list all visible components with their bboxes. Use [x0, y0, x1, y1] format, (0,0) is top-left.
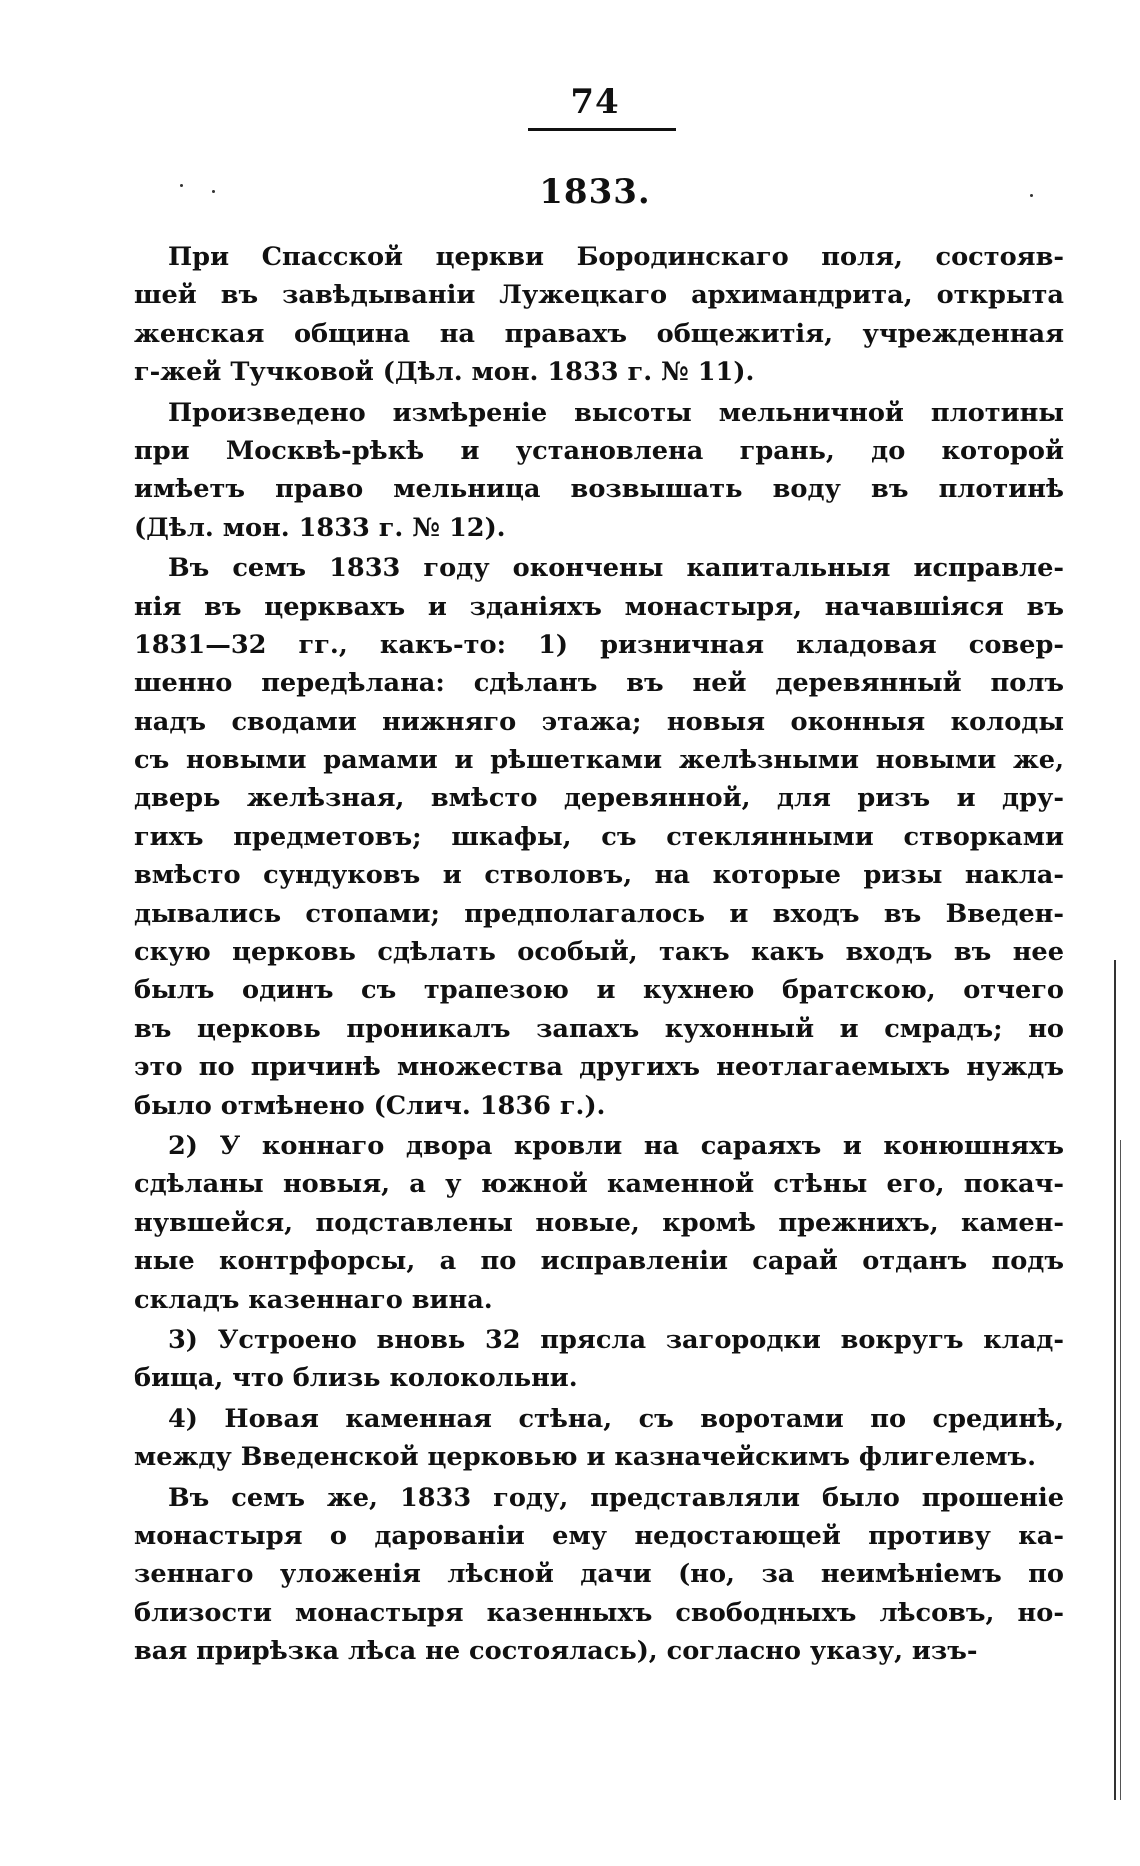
text-line: нія въ церквахъ и зданіяхъ монастыря, начавшіяся въ	[134, 591, 1064, 622]
margin-rule	[1120, 1140, 1121, 1800]
text-line: было отмѣнено (Слич. 1836 г.).	[134, 1090, 606, 1121]
page-number: 74	[570, 82, 620, 122]
text-line: ные контрфорсы, а по исправленіи сарай отданъ подъ	[134, 1246, 1064, 1277]
text-line: При Спасской церкви Бородинскаго поля, состояв-	[168, 242, 1064, 272]
text-line: зеннаго уложенія лѣсной дачи (но, за неимѣніемъ по	[134, 1559, 1064, 1590]
text-line: былъ одинъ съ трапезою и кухнею братскою, отчего	[134, 975, 1064, 1006]
text-line: вая прирѣзка лѣса не состоялась), согласно указу, изъ-	[134, 1636, 978, 1667]
text-line: (Дѣл. мон. 1833 г. № 12).	[134, 512, 506, 543]
text-line: нувшейся, подставлены новые, кромѣ прежнихъ, камен-	[134, 1207, 1064, 1238]
text-line: между Введенской церковью и казначейскимъ флигелемъ.	[134, 1442, 1037, 1473]
text-line: монастыря о дарованіи ему недостающей противу ка-	[134, 1520, 1064, 1551]
text-line: дверь желѣзная, вмѣсто деревянной, для ризъ и дру-	[134, 783, 1064, 814]
text-line: 2) У коннаго двора кровли на сараяхъ и конюшняхъ	[168, 1130, 1064, 1161]
text-line: сдѣланы новыя, а у южной каменной стѣны его, покач-	[134, 1169, 1064, 1200]
text-line: бища, что близь колокольни.	[134, 1363, 578, 1394]
print-speck	[212, 190, 215, 193]
text-line: надъ сводами нижняго этажа; новыя оконныя колоды	[134, 706, 1064, 737]
margin-rule	[1114, 960, 1116, 1800]
print-speck	[1030, 194, 1033, 197]
text-line: это по причинѣ множества другихъ неотлагаемыхъ нуждъ	[134, 1052, 1064, 1083]
text-line: скую церковь сдѣлать особый, такъ какъ входъ въ нее	[134, 937, 1064, 968]
paragraph	[134, 1479, 1064, 1671]
text-line: при Москвѣ-рѣкѣ и установлена грань, до которой	[134, 435, 1064, 466]
text-line: складъ казеннаго вина.	[134, 1284, 493, 1315]
year-heading: 1833.	[539, 172, 651, 212]
paragraph	[134, 1321, 1064, 1398]
page-number-rule	[528, 128, 676, 131]
text-line: Произведено измѣреніе высоты мельничной плотины	[168, 397, 1064, 428]
body-text	[134, 238, 1064, 1670]
text-line: шенно передѣлана: сдѣланъ въ ней деревянный полъ	[134, 668, 1064, 699]
text-line: Въ семъ же, 1833 году, представляли было прошеніе	[168, 1482, 1064, 1513]
text-line: вмѣсто сундуковъ и стволовъ, на которые ризы накла-	[134, 860, 1064, 891]
text-line: женская община на правахъ общежитія, учрежденная	[134, 318, 1064, 349]
print-speck	[180, 184, 183, 187]
text-line: 1831—32 гг., какъ-то: 1) ризничная кладовая совер-	[134, 629, 1064, 660]
text-line: 3) Устроено вновь 32 прясла загородки вокругъ клад-	[168, 1324, 1064, 1355]
paragraph	[134, 1400, 1064, 1477]
paragraph	[134, 394, 1064, 548]
text-line: Въ семъ 1833 году окончены капитальныя исправле-	[168, 553, 1064, 584]
text-line: имѣетъ право мельница возвышать воду въ плотинѣ	[134, 474, 1064, 505]
text-line: въ церковь проникалъ запахъ кухонный и смрадъ; но	[134, 1013, 1064, 1044]
text-line: г-жей Тучковой (Дѣл. мон. 1833 г. № 11).	[134, 357, 755, 388]
text-line: шей въ завѣдываніи Лужецкаго архимандрита, открыта	[134, 280, 1064, 311]
text-line: близости монастыря казенныхъ свободныхъ лѣсовъ, но-	[134, 1597, 1064, 1628]
paragraph	[134, 1127, 1064, 1319]
text-line: дывались стопами; предполагалось и входъ въ Введен-	[134, 898, 1064, 929]
text-line: гихъ предметовъ; шкафы, съ стеклянными створками	[134, 821, 1064, 852]
text-line: 4) Новая каменная стѣна, съ воротами по срединѣ,	[168, 1403, 1064, 1434]
text-line: съ новыми рамами и рѣшетками желѣзными новыми же,	[134, 745, 1064, 776]
paragraph	[134, 238, 1064, 392]
paragraph	[134, 549, 1064, 1125]
